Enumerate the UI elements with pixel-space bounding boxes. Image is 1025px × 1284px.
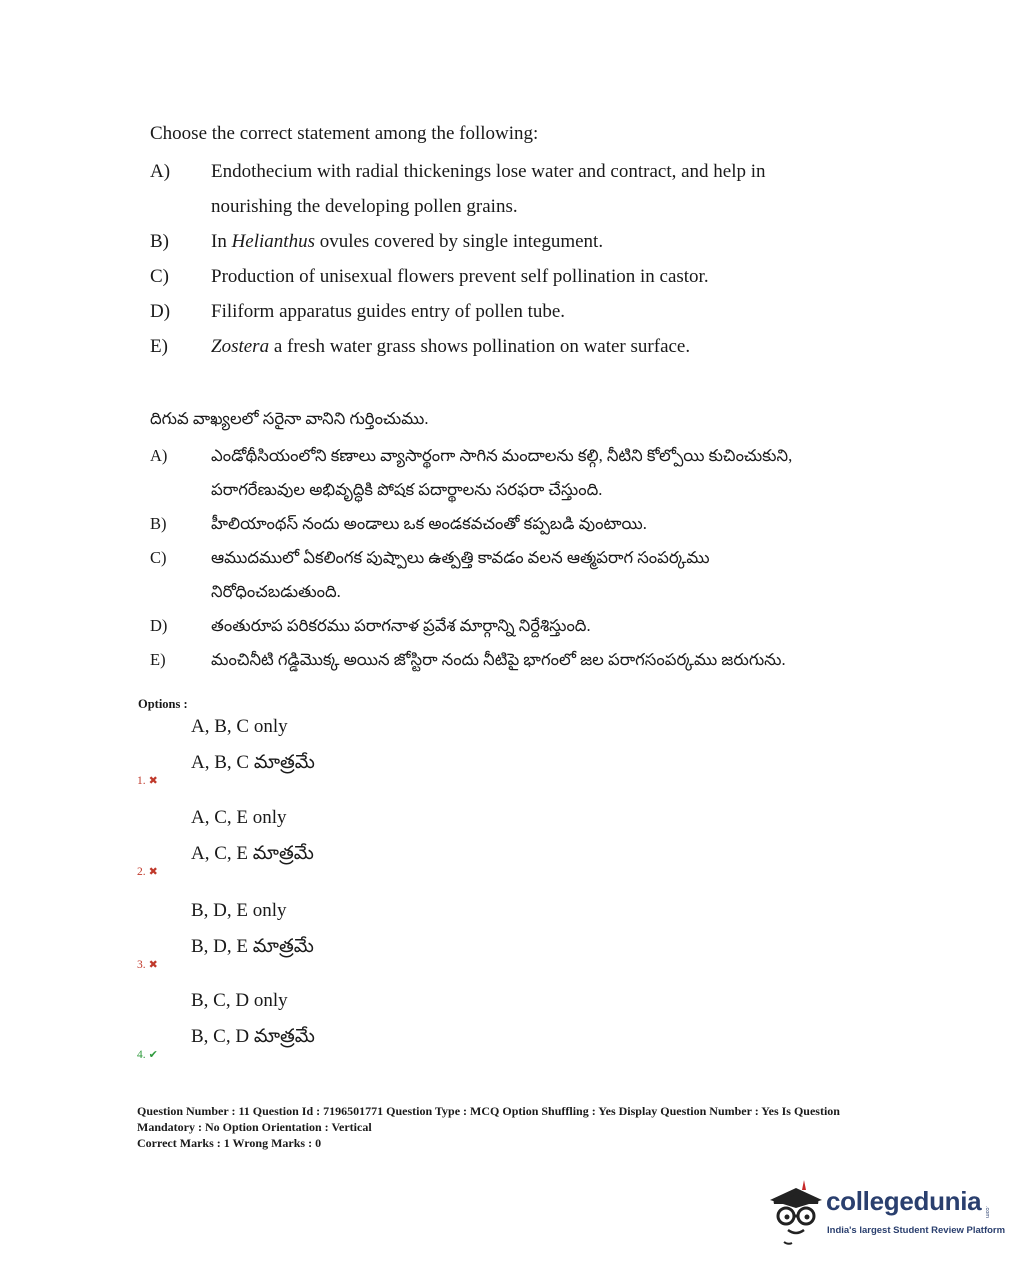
statement-d-telugu	[150, 609, 890, 643]
statement-segment: In	[211, 231, 232, 252]
statement-e-english	[150, 329, 890, 364]
statement-segment: nourishing the developing pollen grains.	[211, 196, 518, 217]
statement-text	[211, 294, 890, 329]
answer-choice-2[interactable]	[137, 807, 637, 899]
statement-a-english	[150, 154, 890, 189]
statement-text: ఎండోథీసియంలోని కణాలు వ్యాసార్థంగా సాగిన మందాలను కల్గి, నీటిని కోల్పోయి కుచించుకుని,	[211, 446, 793, 465]
question-stem-english: Choose the correct statement among the following:	[150, 123, 539, 144]
statement-label: D)	[150, 301, 171, 322]
graduate-mascot-icon	[766, 1178, 826, 1248]
brand-tagline: India's largest Student Review Platform	[827, 1225, 1006, 1236]
statement-text	[211, 154, 890, 189]
statement-a-telugu	[150, 473, 890, 507]
statement-label: E)	[150, 650, 166, 669]
choice-number: 3. ✖	[137, 959, 158, 971]
correct-check-icon: ✔	[148, 1049, 158, 1061]
brand-name: collegedunia	[826, 1186, 982, 1216]
statement-c-telugu	[150, 541, 890, 575]
metadata-line-2: Mandatory : No Option Orientation : Vertical	[137, 1120, 372, 1134]
statement-c-english	[150, 259, 890, 294]
species-name: Helianthus	[231, 231, 315, 252]
question-telugu	[150, 405, 890, 677]
metadata-line-1: Question Number : 11 Question Id : 7196501771 Question Type : MCQ Option Shuffling : Yes Display Question Number : Yes Is Question	[137, 1104, 840, 1118]
statement-text	[211, 329, 890, 364]
statement-label: A)	[150, 446, 168, 465]
statement-a-telugu	[150, 439, 890, 473]
answer-choice-3[interactable]	[137, 900, 637, 992]
statement-label: C)	[150, 266, 169, 287]
choice-text-telugu: B, D, E మాత్రమే	[191, 936, 314, 957]
statement-segment: Filiform apparatus guides entry of pollen tube.	[211, 301, 566, 322]
wrong-mark-icon: ✖	[148, 775, 158, 787]
statement-text: నిరోధించబడుతుంది.	[211, 582, 341, 601]
statement-label: E)	[150, 336, 168, 357]
statement-e-telugu	[150, 643, 890, 677]
statement-text: తంతురూప పరికరము పరాగనాళ ప్రవేశ మార్గాన్ని నిర్దేశిస్తుంది.	[211, 616, 591, 635]
statement-b-telugu	[150, 507, 890, 541]
options-heading: Options :	[138, 697, 188, 711]
choice-text-english: B, D, E only	[191, 900, 287, 921]
answer-choice-1[interactable]	[137, 716, 637, 808]
statement-text: పరాగరేణువుల అభివృద్ధికి పోషక పదార్థాలను సరఫరా చేస్తుంది.	[211, 480, 603, 499]
statement-b-english	[150, 224, 890, 259]
statement-text	[211, 189, 890, 224]
choice-text-telugu: B, C, D మాత్రమే	[191, 1026, 315, 1047]
choice-text-telugu: A, C, E మాత్రమే	[191, 843, 314, 864]
statement-text	[211, 259, 890, 294]
statement-text: మంచినీటి గడ్డిమొక్క అయిన జోస్టిరా నందు నీటిపై భాగంలో జల పరాగసంపర్కము జరుగును.	[211, 650, 786, 669]
choice-text-english: A, B, C only	[191, 716, 288, 737]
statement-text: ఆముదములో ఏకలింగక పుష్పాలు ఉత్పత్తి కావడం వలన ఆత్మపరాగ సంపర్కము	[211, 548, 710, 567]
wrong-mark-icon: ✖	[148, 866, 158, 878]
choice-number: 1. ✖	[137, 775, 158, 787]
statement-segment: ovules covered by single integument.	[314, 231, 604, 252]
statement-label	[150, 473, 211, 507]
statement-label: C)	[150, 548, 167, 567]
species-name: Zostera	[211, 336, 270, 357]
statement-segment: Production of unisexual flowers prevent self pollination in castor.	[211, 266, 709, 287]
choice-text-telugu: A, B, C మాత్రమే	[191, 752, 315, 773]
statement-label: A)	[150, 161, 171, 182]
statement-label: B)	[150, 231, 169, 252]
statement-segment: Endothecium with radial thickenings lose water and contract, and help in	[211, 161, 766, 182]
statement-a-english	[150, 189, 890, 224]
statement-label	[150, 575, 211, 609]
brand-domain-suffix: .com	[984, 1206, 990, 1218]
answer-choice-4[interactable]	[137, 990, 637, 1082]
choice-number: 4. ✔	[137, 1049, 158, 1061]
metadata-line-3: Correct Marks : 1 Wrong Marks : 0	[137, 1136, 322, 1150]
question-stem-telugu: దిగువ వాఖ్యలలో సరైనా వానిని గుర్తించుము.	[150, 409, 429, 428]
statement-segment: a fresh water grass shows pollination on water surface.	[269, 336, 691, 357]
question-english	[150, 120, 890, 364]
statement-label	[150, 189, 211, 224]
statement-d-english	[150, 294, 890, 329]
statement-text: హీలియాంథస్ నందు అండాలు ఒక అండకవచంతో కప్పబడి వుంటాయి.	[211, 514, 647, 533]
statement-text	[211, 224, 890, 259]
statement-label: D)	[150, 616, 168, 635]
wrong-mark-icon: ✖	[148, 959, 158, 971]
choice-text-english: A, C, E only	[191, 807, 287, 828]
choice-text-english: B, C, D only	[191, 990, 288, 1011]
question-metadata	[137, 1103, 917, 1151]
collegedunia-logo[interactable]	[766, 1178, 1006, 1250]
statement-label: B)	[150, 514, 167, 533]
choice-number: 2. ✖	[137, 866, 158, 878]
statement-c-telugu	[150, 575, 890, 609]
